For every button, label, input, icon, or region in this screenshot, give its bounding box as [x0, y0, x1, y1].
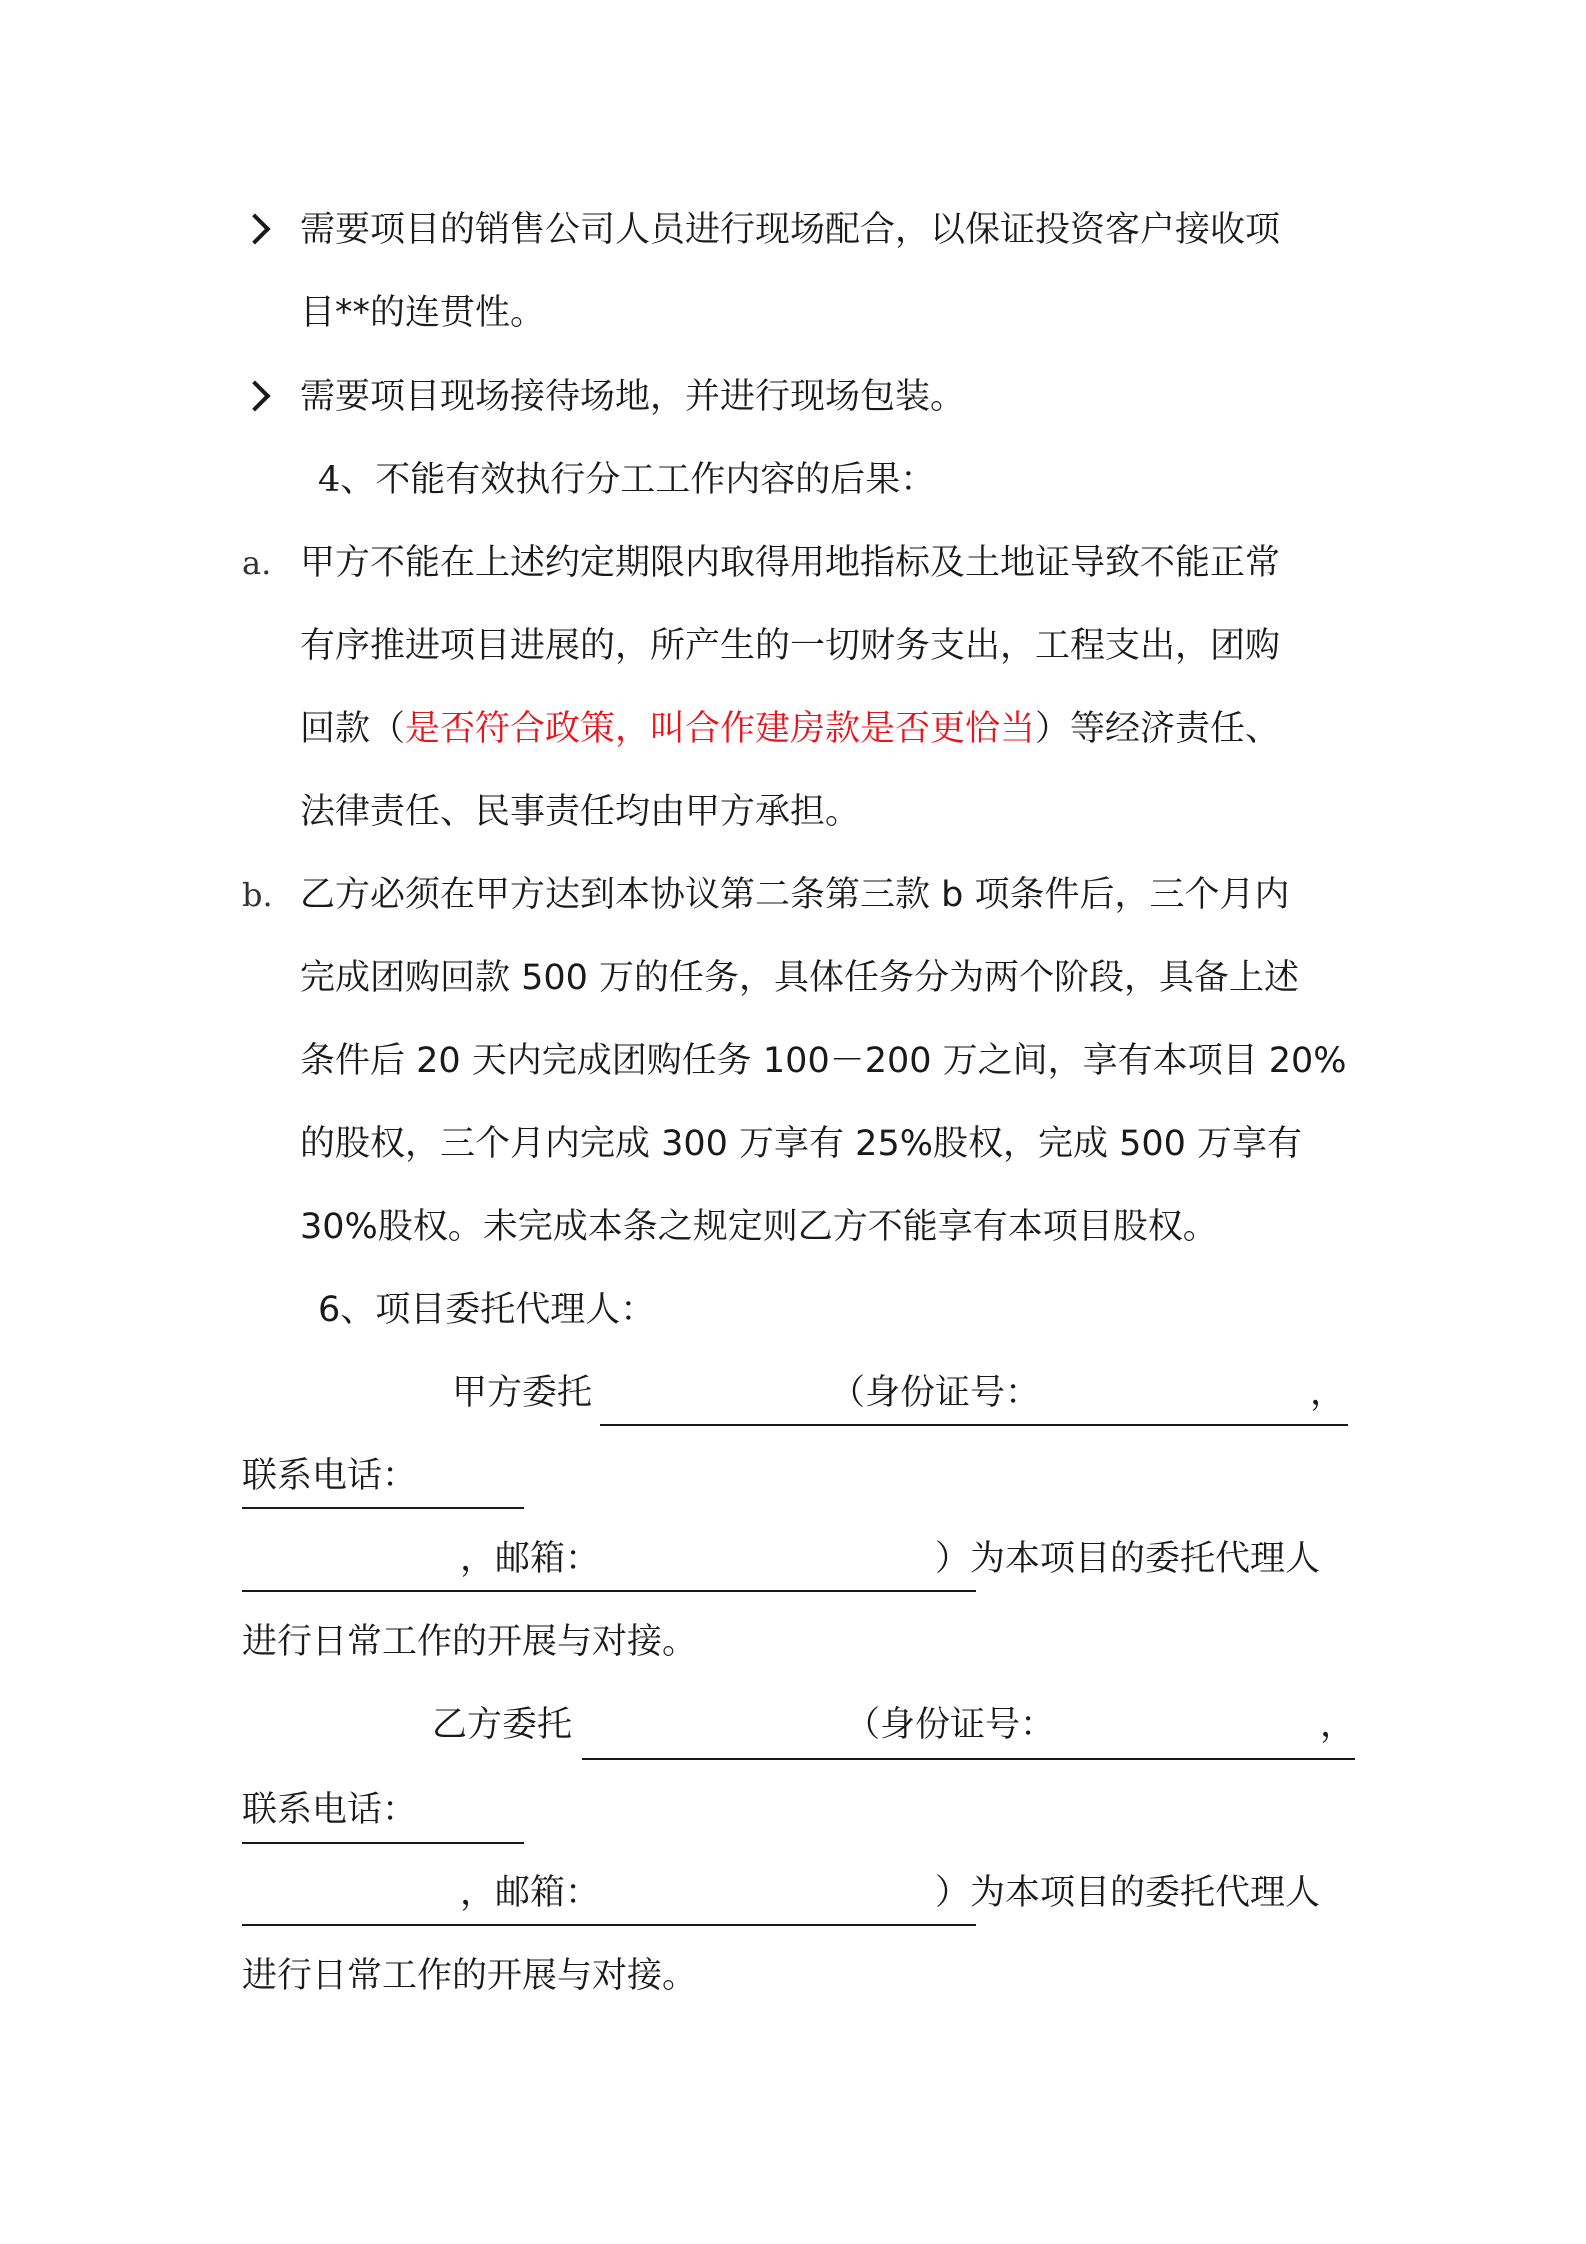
party-a-email-blank[interactable] [478, 1590, 976, 1592]
party-a-entrust: 甲方委托 [452, 1373, 593, 1413]
party-a-id-label: （身份证号： [830, 1373, 1041, 1413]
party-a-id-blank[interactable] [846, 1424, 1348, 1426]
arrow-bullet-icon [239, 380, 270, 411]
bullet-2-line-1: 需要项目现场接待场地，并进行现场包装。 [300, 377, 966, 417]
party-b-closing: 进行日常工作的开展与对接。 [242, 1956, 698, 1996]
item-a-text-before: 回款（ [300, 709, 406, 749]
item-a-red-note: 是否符合政策，叫合作建房款是否更恰当 [405, 709, 1036, 749]
party-a-phone-label: 联系电话： [242, 1456, 418, 1496]
section-4-title: 、不能有效执行分工工作内容的后果： [340, 460, 936, 500]
item-b-line-5: 30%股权。未完成本条之规定则乙方不能享有本项目股权。 [300, 1207, 1218, 1247]
party-b-agent-text: ）为本项目的委托代理人 [935, 1873, 1321, 1913]
party-b-phone-blank-2[interactable] [242, 1924, 478, 1926]
party-a-closing: 进行日常工作的开展与对接。 [242, 1622, 698, 1662]
party-b-phone-blank-1[interactable] [242, 1842, 524, 1844]
party-b-email-label: ，邮箱： [460, 1873, 601, 1913]
party-a-agent-text: ）为本项目的委托代理人 [935, 1539, 1321, 1579]
party-a-phone-blank-1[interactable] [242, 1507, 524, 1509]
party-b-comma: ， [1320, 1705, 1356, 1745]
item-b-line-4: 的股权，三个月内完成 300 万享有 25%股权，完成 500 万享有 [300, 1124, 1303, 1164]
party-a-name-blank[interactable] [600, 1424, 846, 1426]
party-a-phone-blank-2[interactable] [242, 1590, 478, 1592]
item-a-line-3 [300, 704, 1280, 754]
party-a-email-label: ，邮箱： [460, 1539, 601, 1579]
party-b-id-label: （身份证号： [845, 1705, 1056, 1745]
party-b-phone-label: 联系电话： [242, 1790, 418, 1830]
item-a-text-after: ）等经济责任、 [1035, 709, 1281, 749]
party-b-id-blank[interactable] [840, 1758, 1355, 1760]
arrow-bullet-icon [239, 213, 270, 244]
item-b-line-1: 乙方必须在甲方达到本协议第二条第三款 b 项条件后，三个月内 [300, 875, 1290, 915]
item-a-line-1: 甲方不能在上述约定期限内取得用地指标及土地证导致不能正常 [300, 543, 1281, 583]
party-b-name-blank[interactable] [582, 1758, 840, 1760]
party-b-email-blank[interactable] [478, 1924, 976, 1926]
section-4-number: 4 [318, 460, 341, 500]
section-6-heading: 6、项目委托代理人： [318, 1290, 656, 1330]
item-b-line-3: 条件后 20 天内完成团购任务 100－200 万之间，享有本项目 20% [300, 1041, 1347, 1081]
item-a-line-2: 有序推进项目进展的，所产生的一切财务支出，工程支出，团购 [300, 626, 1281, 666]
party-b-entrust: 乙方委托 [432, 1705, 573, 1745]
party-a-comma: ， [1310, 1373, 1346, 1413]
item-b-line-2: 完成团购回款 500 万的任务，具体任务分为两个阶段，具备上述 [300, 958, 1300, 998]
item-a-marker: a. [242, 544, 272, 582]
bullet-1-line-1: 需要项目的销售公司人员进行现场配合，以保证投资客户接收项 [300, 210, 1281, 250]
bullet-1-line-2: 目**的连贯性。 [300, 293, 546, 333]
section-4-heading [318, 455, 935, 505]
item-a-line-4: 法律责任、民事责任均由甲方承担。 [300, 792, 861, 832]
item-b-marker: b. [242, 876, 273, 914]
